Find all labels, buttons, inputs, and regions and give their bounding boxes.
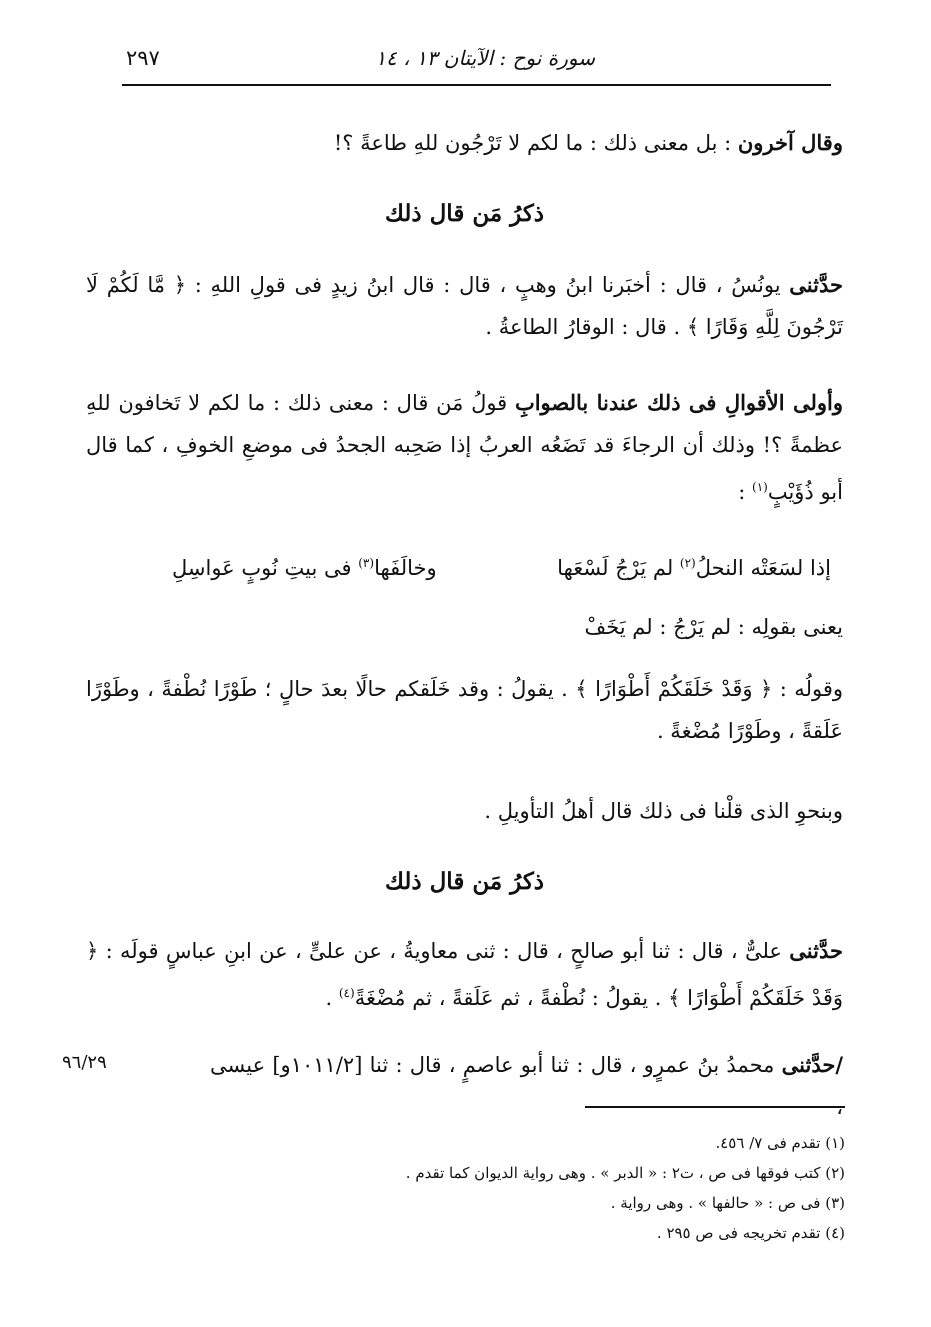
paragraph-text: علىٌّ ، قال : ثنا أبو صالحٍ ، قال : ثنى معاويةُ ، عن علىٍّ ، عن ابنِ عباسٍ قولَه : ﴿ وَقَدْ خَلَقَكُمْ أَطْوَارًا ﴾ . يقولُ : نُطْفةً ، ثم عَلَقةً ، ثم مُضْغَةً	[86, 939, 843, 1010]
footnote-divider	[585, 1106, 845, 1108]
verse-second-hemistich	[172, 556, 437, 580]
paragraph-others-said	[86, 122, 843, 164]
footnote-item: (١) تقدم فى ٧/ ٤٥٦.	[715, 1134, 845, 1152]
paragraph-lead: حدَّثنى	[789, 272, 843, 297]
paragraph-meaning: يعنى بقولِه : لم يَرْجُ : لم يَخَفْ	[584, 615, 843, 639]
header-title: سورة نوح : الآيتان ١٣ ، ١٤	[375, 46, 595, 70]
footnote-marker-1: (١)	[752, 480, 768, 494]
footnote-item: (٢) كتب فوقها فى ص ، ت٢ : « الدبر » . وهى رواية الديوان كما تقدم .	[405, 1164, 845, 1182]
paragraph-text-end: .	[325, 986, 339, 1010]
verse-first-hemistich	[557, 556, 831, 580]
running-header	[122, 40, 831, 86]
paragraph-text: : بل معنى ذلك : ما لكم لا تَرْجُون للهِ طاعةً ؟!	[333, 131, 738, 155]
paragraph-lead: /حدَّثنى	[781, 1052, 843, 1077]
paragraph-text-end: :	[738, 480, 752, 504]
paragraph-lead: وقال آخرون	[737, 130, 843, 155]
footnote-marker-4: (٤)	[338, 986, 355, 1000]
section-heading-2: ذكرُ مَن قال ذلك	[384, 868, 545, 895]
paragraph-text: يونُسُ ، قال : أخبَرنا ابنُ وهبٍ ، قال : قال ابنُ زيدٍ فى قولِ اللهِ : ﴿ مَّا لَكُمْ لَا تَرْجُونَ لِلَّهِ وَقَارًا ﴾ . قال : الوقارُ الطاعةُ .	[86, 273, 843, 339]
footnote-item: (٣) فى ص : « حالفها » . وهى رواية .	[610, 1194, 845, 1212]
paragraph-lead: حدَّثنى	[789, 938, 843, 963]
footnote-marker-2: (٢)	[679, 556, 696, 570]
verse-text: إذا لسَعَتْه النحلُ	[695, 556, 831, 580]
footnote-item: (٤) تقدم تخريجه فى ص ٢٩٥ .	[656, 1224, 845, 1242]
paragraph-stages-of-creation: وقولُه : ﴿ وَقَدْ خَلَقَكُمْ أَطْوَارًا ﴾ . يقولُ : وقد خَلَقكم حالًا بعدَ حالٍ ؛ طَوْرًا نُطْفةً ، وطَوْرًا عَلَقةً ، وطَوْرًا مُضْغةً .	[86, 677, 843, 743]
paragraph-ali-narration	[86, 930, 843, 1019]
footnotes	[86, 1128, 845, 1248]
section-heading-1: ذكرُ مَن قال ذلك	[384, 200, 545, 227]
paragraph-text: محمدُ بنُ عمرٍو ، قال : ثنا أبو عاصمٍ ، قال : ثنا [١٠١١/٢و] عيسى ،	[210, 1053, 843, 1119]
verse-text: لم يَرْجُ لَسْعَها	[557, 556, 680, 580]
paragraph-muhammad-narration	[210, 1044, 843, 1128]
margin-reference: ٩٦/٢٩	[62, 1052, 107, 1073]
footnote-marker-3: (٣)	[358, 556, 375, 570]
paragraph-text: قولُ مَن قال : معنى ذلك : ما لكم لا تَخافون للهِ عظمةً ؟! وذلك أن الرجاءَ قد تَضَعُه العربُ إذا صَحِبه الجحدُ فى موضعِ الخوفِ ، كما قال أبو ذُؤَيْبٍ	[86, 391, 843, 504]
verse-text: فى بيتِ نُوبٍ عَواسِلِ	[172, 556, 359, 580]
paragraph-lead: وأولى الأقوالِ فى ذلك عندنا بالصوابِ	[514, 390, 843, 415]
paragraph-yunus-narration	[86, 264, 843, 348]
page-number: ٢٩٧	[126, 46, 160, 70]
paragraph-interpreters: وبنحوِ الذى قلْنا فى ذلك قال أهلُ التأويلِ .	[484, 799, 843, 823]
verse-text: وخالَفَها	[374, 556, 437, 580]
paragraph-preferred-view	[86, 382, 843, 513]
